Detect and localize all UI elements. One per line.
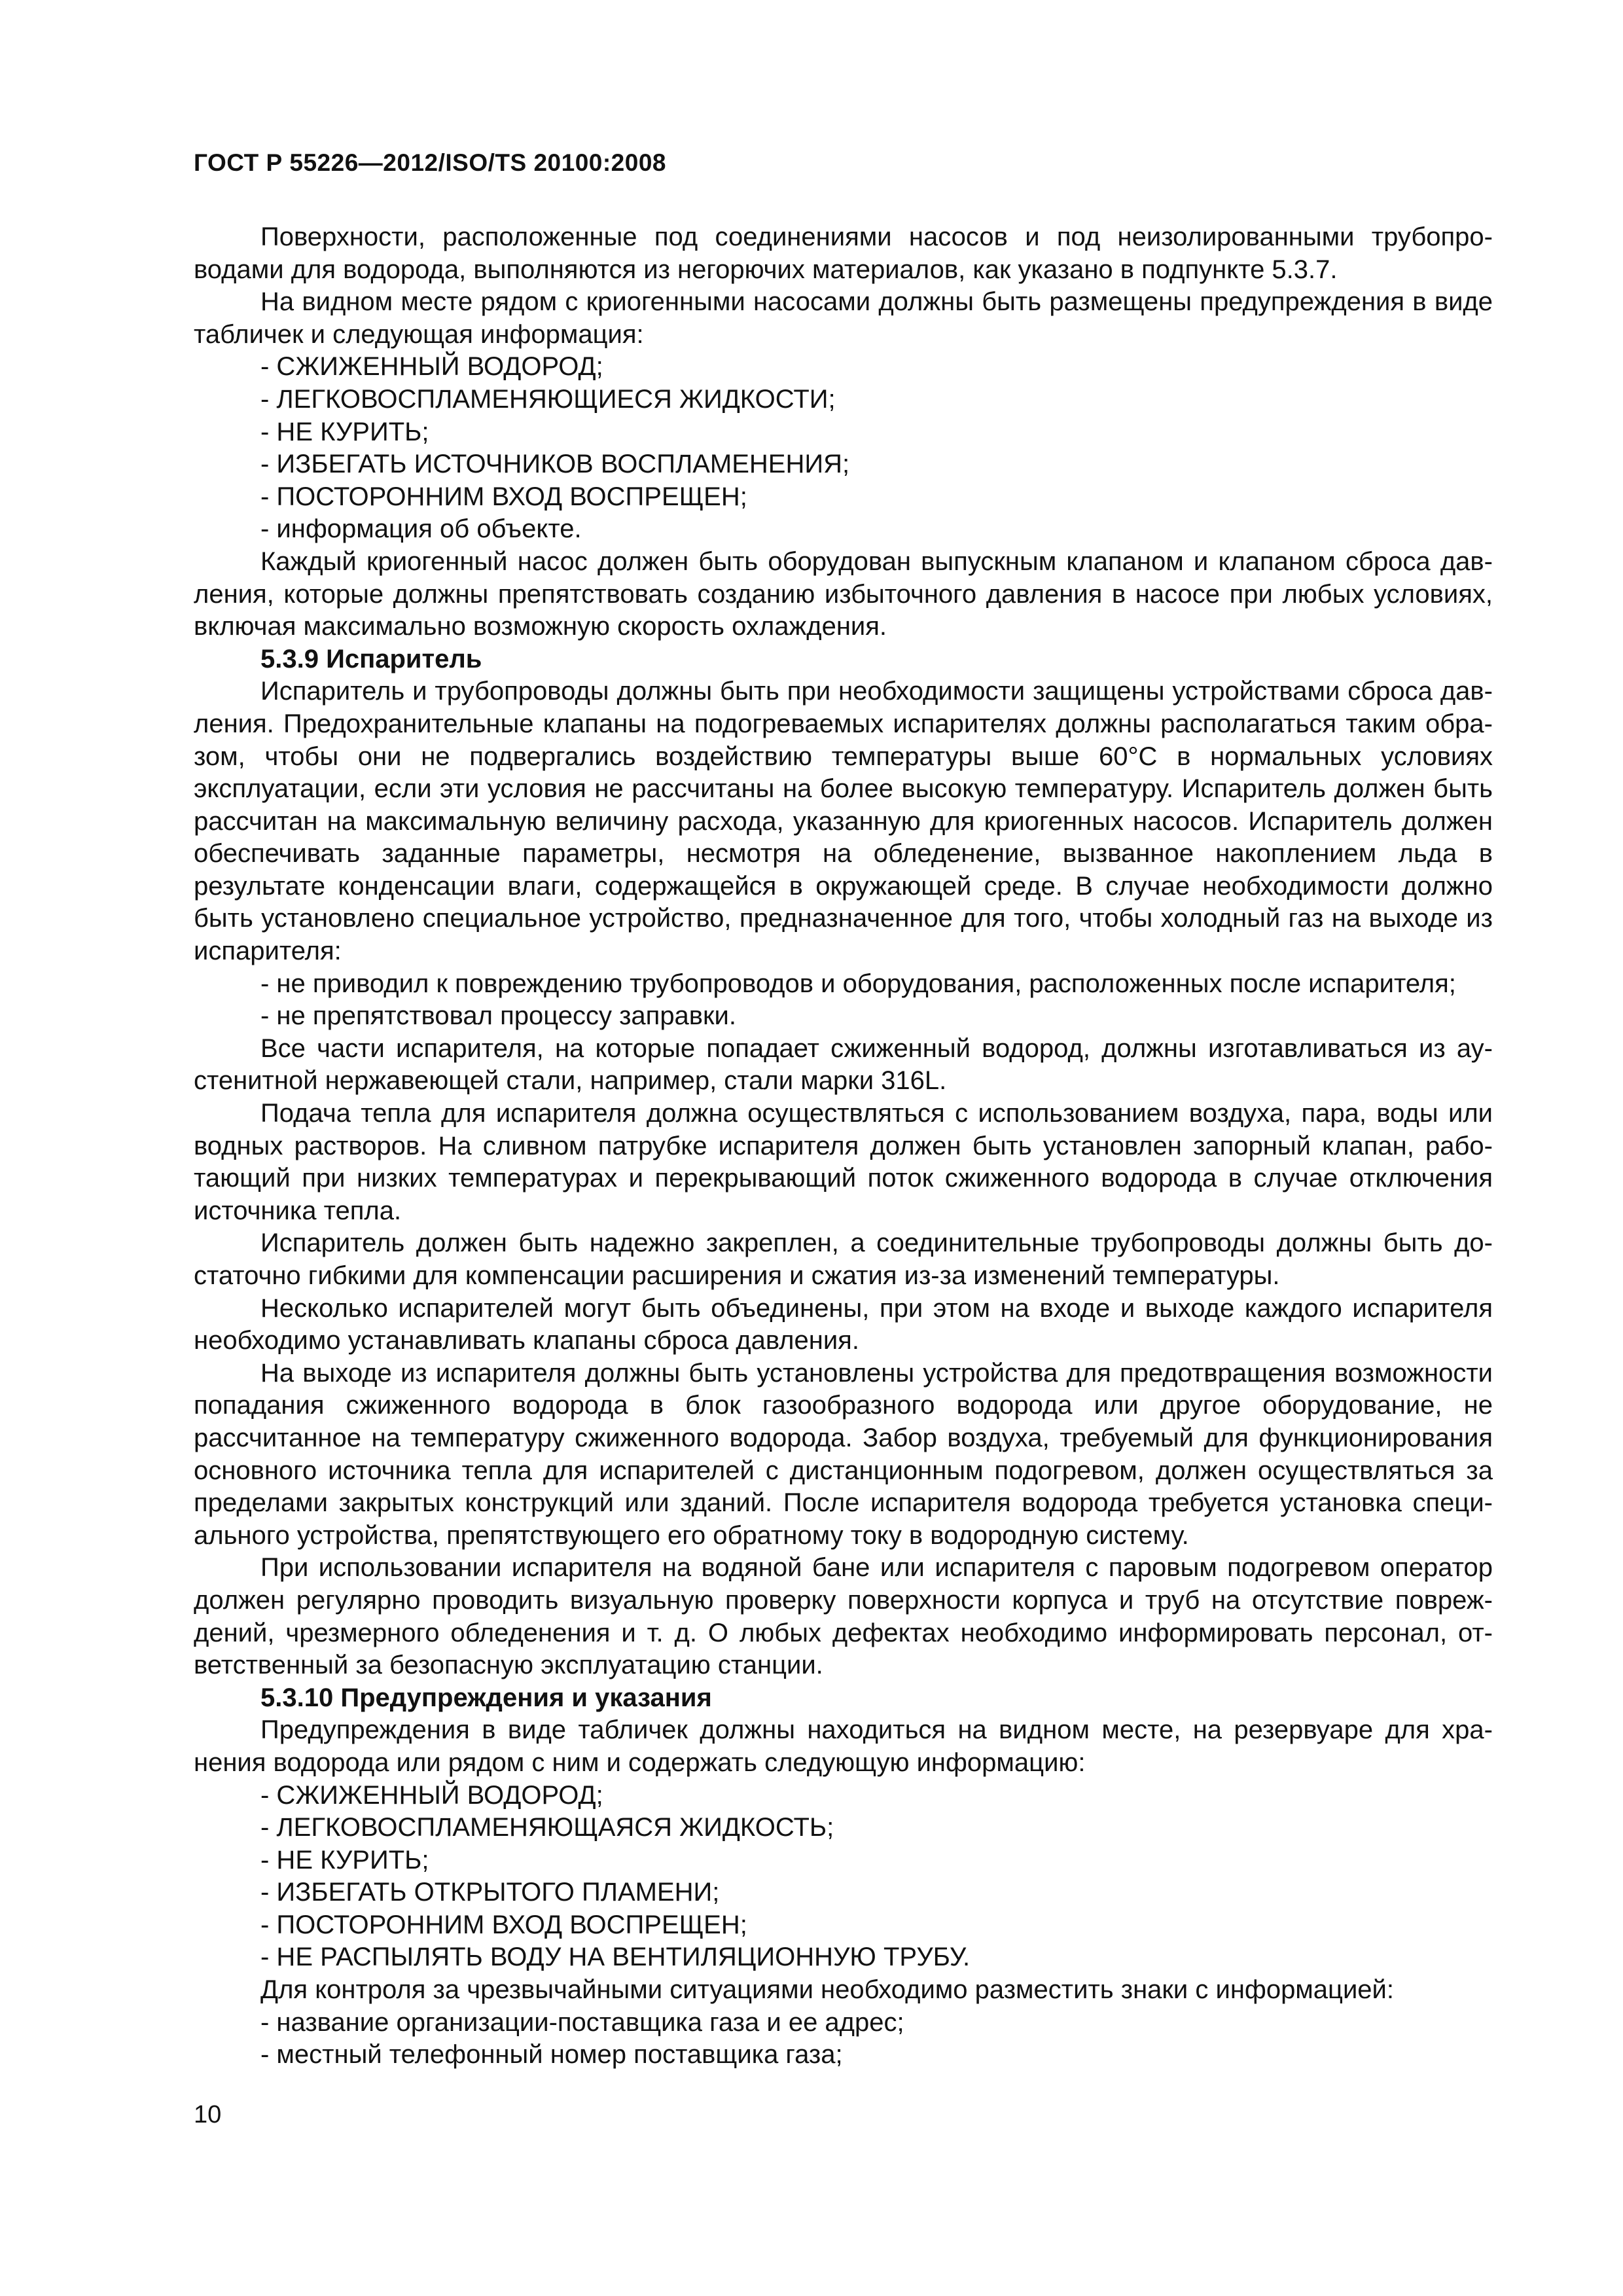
list-item: - СЖИЖЕННЫЙ ВОДОРОД; [260, 352, 603, 382]
page-number: 10 [194, 2101, 222, 2128]
paragraph: Несколько испарителей могут быть объединены, при этом на входе и выходе каждого испарителя необходимо устанавливать клапаны сброса давления. [194, 1293, 1493, 1355]
list-item: - СЖИЖЕННЫЙ ВОДОРОД; [260, 1780, 603, 1810]
list-item: - ПОСТОРОННИМ ВХОД ВОСПРЕЩЕН; [260, 482, 747, 511]
list-item: - ИЗБЕГАТЬ ОТКРЫТОГО ПЛАМЕНИ; [260, 1878, 720, 1907]
document-body [194, 221, 1493, 2072]
paragraph: Для контроля за чрезвычайными ситуациями необходимо разместить знаки с информацией: [260, 1975, 1395, 2005]
list-item: - ПОСТОРОННИМ ВХОД ВОСПРЕЩЕН; [260, 1910, 747, 1939]
section-heading: 5.3.9 Испаритель [260, 644, 482, 673]
list-item: - ЛЕГКОВОСПЛАМЕНЯЮЩИЕСЯ ЖИДКОСТИ; [260, 384, 836, 414]
list-item: - НЕ КУРИТЬ; [260, 1845, 429, 1874]
paragraph: Поверхности, расположенные под соединениями насосов и под неизолированными трубопроводами для водорода, выполняются из негорючих материалов, как указано в подпункте 5.3.7. [194, 223, 1493, 284]
paragraph: При использовании испарителя на водяной бане или испарителя с паровым подогревом оператор должен регулярно проводить визуальную проверку поверхности корпуса и труб на отсутствие повреждений, чрезмерного обледенения и т. д. О любых дефектах необходимо информировать персонал, ответственный за безопасную эксплуатацию станции. [194, 1553, 1493, 1680]
list-item: - НЕ РАСПЫЛЯТЬ ВОДУ НА ВЕНТИЛЯЦИОННУЮ ТРУБУ. [260, 1943, 971, 1972]
paragraph: Все части испарителя, на которые попадает сжиженный водород, должны изготавливаться из аустенитной нержавеющей стали, например, стали марки 316L. [194, 1033, 1493, 1096]
list-item: - информация об объекте. [260, 514, 582, 544]
paragraph: На выходе из испарителя должны быть установлены устройства для предотвращения возможности попадания сжиженного водорода в блок газообразного водорода или другое оборудование, не рассчитанное на температуру сжиженного водорода. Забор воздуха, требуемый для функционирования основного источника тепла для испарителей с дистанционным подогревом, должен осуществляться за пределами закрытых конструкций или зданий. После испарителя водорода требуется установка специального устройства, препятствующего его обратному току в водородную систему. [194, 1358, 1493, 1550]
document-header: ГОСТ Р 55226—2012/ISO/TS 20100:2008 [194, 149, 666, 176]
list-item: - название организации-поставщика газа и ее адрес; [260, 2007, 904, 2037]
list-item: - НЕ КУРИТЬ; [260, 417, 429, 446]
paragraph: Предупреждения в виде табличек должны находиться на видном месте, на резервуаре для хранения водорода или рядом с ним и содержать следующую информацию: [194, 1715, 1493, 1777]
list-item: - местный телефонный номер поставщика газа; [260, 2040, 843, 2070]
paragraph: На видном месте рядом с криогенными насосами должны быть размещены предупреждения в виде табличек и следующая информация: [194, 287, 1493, 349]
list-item: - ИЗБЕГАТЬ ИСТОЧНИКОВ ВОСПЛАМЕНЕНИЯ; [260, 450, 850, 479]
paragraph: Каждый криогенный насос должен быть оборудован выпускным клапаном и клапаном сброса давления, которые должны препятствовать созданию избыточного давления в насосе при любых условиях, включая максимально возможную скорость охлаждения. [194, 547, 1493, 641]
paragraph: Подача тепла для испарителя должна осуществляться с использованием воздуха, пара, воды или водных растворов. На сливном патрубке испарителя должен быть установлен запорный клапан, работающий при низких температурах и перекрывающий поток сжиженного водорода в случае отключения источника тепла. [194, 1099, 1493, 1225]
list-item: - ЛЕГКОВОСПЛАМЕНЯЮЩАЯСЯ ЖИДКОСТЬ; [260, 1813, 834, 1842]
paragraph: Испаритель должен быть надежно закреплен, а соединительные трубопроводы должны быть достаточно гибкими для компенсации расширения и сжатия из-за изменений температуры. [194, 1229, 1493, 1290]
list-item: - не приводил к повреждению трубопроводов и оборудования, расположенных после испарителя; [260, 969, 1456, 998]
paragraph: Испаритель и трубопроводы должны быть при необходимости защищены устройствами сброса давления. Предохранительные клапаны на подогреваемых испарителях должны располагаться таким образом, чтобы они не подвергались воздействию температуры выше 60°С в нормальных условиях эксплуатации, если эти условия не рассчитаны на более высокую температуру. Испаритель должен быть рассчитан на максимальную величину расхода, указанную для криогенных насосов. Испаритель должен обеспечивать заданные параметры, несмотря на обледенение, вызванное накоплением льда в результате конденсации влаги, содержащейся в окружающей среде. В случае необходимости должно быть установлено специальное устройство, предназначенное для того, чтобы холодный газ на выходе из испарителя: [194, 677, 1493, 966]
section-heading: 5.3.10 Предупреждения и указания [260, 1683, 712, 1712]
list-item: - не препятствовал процессу заправки. [260, 1001, 737, 1031]
